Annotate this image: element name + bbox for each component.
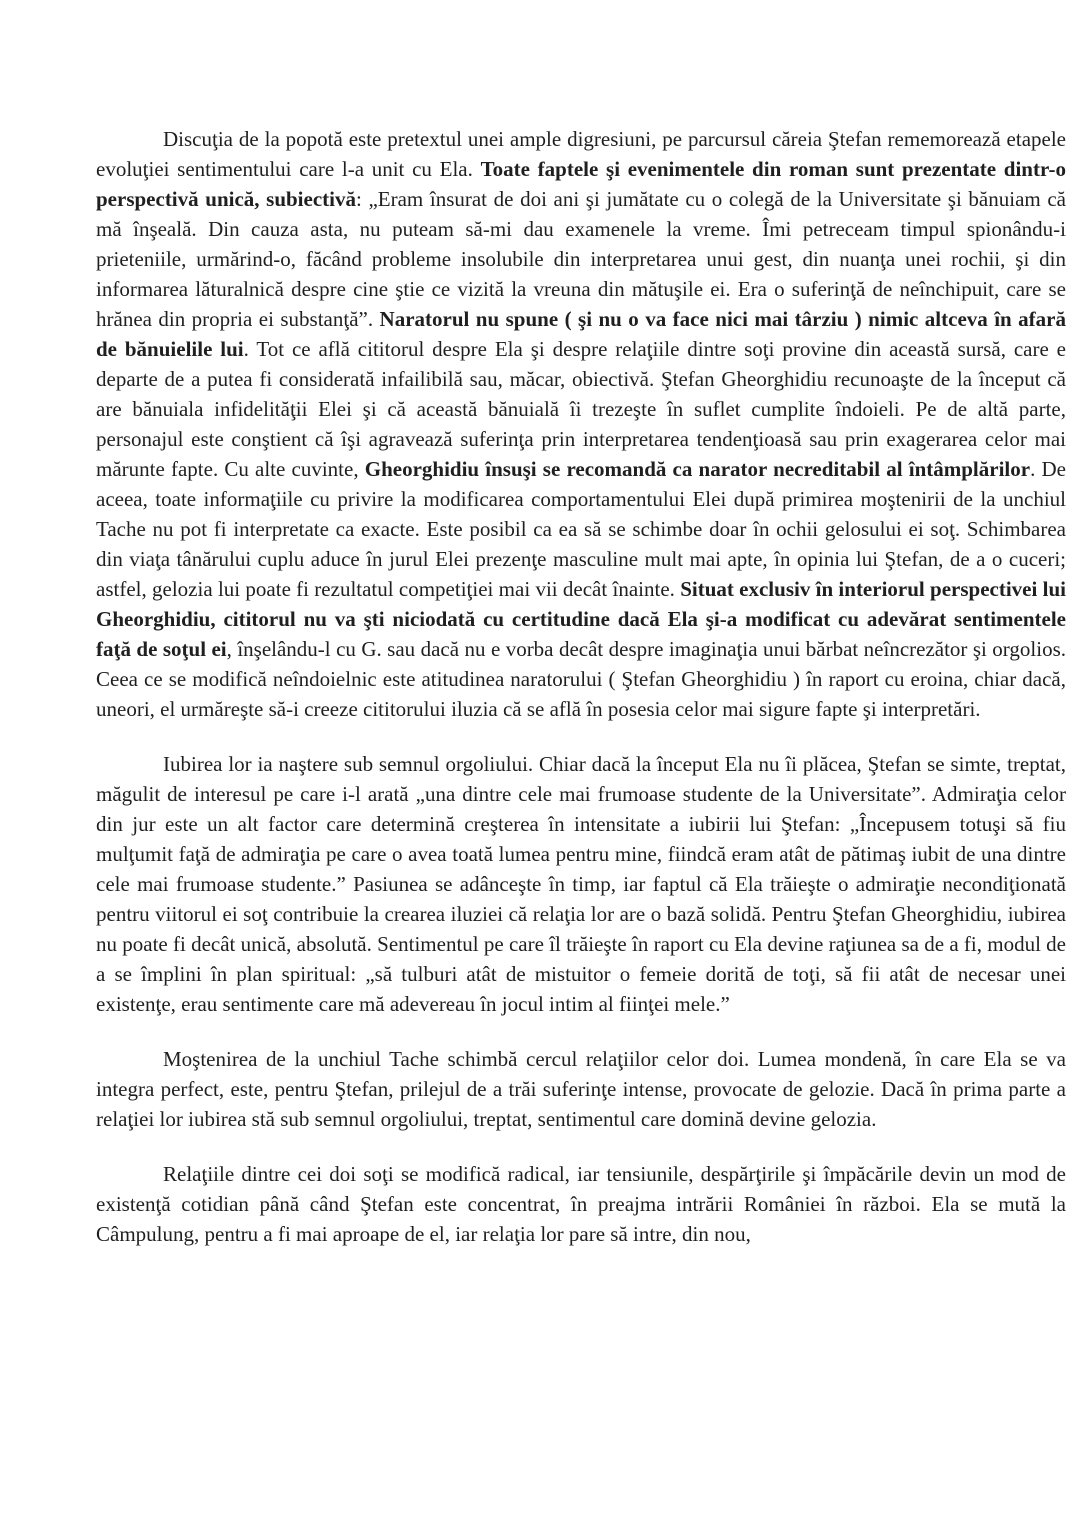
text-run: . De aceea, toate informaţiile cu privire la modificarea comportamentului Elei după primirea moştenirii de la unchiul Tache nu pot fi interpretate ca exacte. Este posibil ca ea să se schimbe doar în ochii gelosului ei soţ. Schimbarea din viaţa tânărului cuplu aduce în jurul Elei prezenţe masculine mult mai apte, în opinia lui Ştefan, de a o cuceri; astfel, gelozia lui poate fi rezultatul competiţiei mai vii decât înainte. (96, 457, 1066, 601)
text-run: Discuţia de la popotă este pretextul unei ample digresiuni, pe parcursul căreia Ştefan rememorează etapele evoluţiei sentimentului care l-a unit cu Ela. (96, 127, 1066, 181)
text-run: Iubirea lor ia naştere sub semnul orgoliului. Chiar dacă la început Ela nu îi plăcea, Ştefan se simte, treptat, măgulit de interesul pe care i-l arată „una dintre cele mai frumoase studente de la Universitate”. Admiraţia celor din jur este un alt factor care determină creşterea în intensitate a iubirii lui Ştefan: „Începusem totuşi să fiu mulţumit faţă de admiraţia pe care o avea toată lumea pentru mine, fiindcă eram atât de pătimaş iubit de una dintre cele mai frumoase studente.” Pasiunea se adânceşte în timp, iar faptul că Ela trăieşte o admiraţie necondiţionată pentru viitorul ei soţ contribuie la crearea iluziei că relaţia lor are o bază solidă. Pentru Ştefan Gheorghidiu, iubirea nu poate fi decât unică, absolută. Sentimentul pe care îl trăieşte în raport cu Ela devine raţiunea sa de a fi, modul de a se împlini în plan spiritual: „să tulburi atât de mistuitor o femeie dorită de toţi, să fii atât de necesar unei existenţe, erau sentimente care mă adevereau în jocul intim al fiinţei mele.” (96, 752, 1066, 1016)
paragraph (96, 749, 1066, 1019)
text-run: . Tot ce află cititorul despre Ela şi despre relaţiile dintre soţi provine din această sursă, care e departe de a putea fi considerată infailibilă sau, măcar, obiectivă. Ştefan Gheorghidiu recunoaşte de la început că are bănuiala infidelităţii Elei şi că această bănuială îi trezeşte în suflet cumplite îndoieli. Pe de altă parte, personajul este conştient că îşi agravează suferinţa prin interpretarea tendenţioasă sau prin exagerarea celor mai mărunte fapte. Cu alte cuvinte, (96, 337, 1066, 481)
document-body (96, 124, 1066, 1249)
bold-text-run: Toate faptele şi evenimentele din roman sunt prezentate dintr-o perspectivă unică, subiectivă (96, 157, 1066, 211)
text-run: : „Eram însurat de doi ani şi jumătate cu o colegă de la Universitate şi bănuiam că mă înşeală. Din cauza asta, nu puteam să-mi dau examenele la vreme. Îmi petreceam timpul spionându-i prieteniile, urmărind-o, făcând probleme insolubile din interpretarea unui gest, din nuanţa unei rochii, şi din informarea lăturalnică despre cine ştie ce vizită la vreuna din mătuşile ei. Era o suferinţă de neînchipuit, care se hrănea din propria ei substanţă”. (96, 187, 1066, 331)
text-run: Relaţiile dintre cei doi soţi se modifică radical, iar tensiunile, despărţirile şi împăcările devin un mod de existenţă cotidian până când Ştefan este concentrat, în preajma intrării României în război. Ela se mută la Câmpulung, pentru a fi mai aproape de el, iar relaţia lor pare să intre, din nou, (96, 1162, 1066, 1246)
paragraph (96, 1044, 1066, 1134)
bold-text-run: Gheorghidiu însuşi se recomandă ca narator necreditabil al întâmplărilor (364, 457, 1031, 481)
text-run: Moştenirea de la unchiul Tache schimbă cercul relaţiilor celor doi. Lumea mondenă, în care Ela se va integra perfect, este, pentru Ştefan, prilejul de a trăi suferinţe intense, provocate de gelozie. Dacă în prima parte a relaţiei lor iubirea stă sub semnul orgoliului, treptat, sentimentul care domină devine gelozia. (96, 1047, 1066, 1131)
text-run: , înşelându-l cu G. sau dacă nu e vorba decât despre imaginaţia unui bărbat neîncrezător şi orgolios. Ceea ce se modifică neîndoielnic este atitudinea naratorului ( Ştefan Gheorghidiu ) în raport cu eroina, chiar dacă, uneori, el urmăreşte să-i creeze cititorului iluzia că se află în posesia celor mai sigure fapte şi interpretări. (96, 637, 1067, 721)
paragraph (96, 1159, 1066, 1249)
bold-text-run: Naratorul nu spune ( şi nu o va face nici mai târziu ) nimic altceva în afară de bănuielile lui (96, 307, 1066, 361)
paragraph (96, 124, 1066, 724)
bold-text-run: Situat exclusiv în interiorul perspectivei lui Gheorghidiu, cititorul nu va şti niciodată cu certitudine dacă Ela şi-a modificat cu adevărat sentimentele faţă de soţul ei (96, 577, 1066, 661)
